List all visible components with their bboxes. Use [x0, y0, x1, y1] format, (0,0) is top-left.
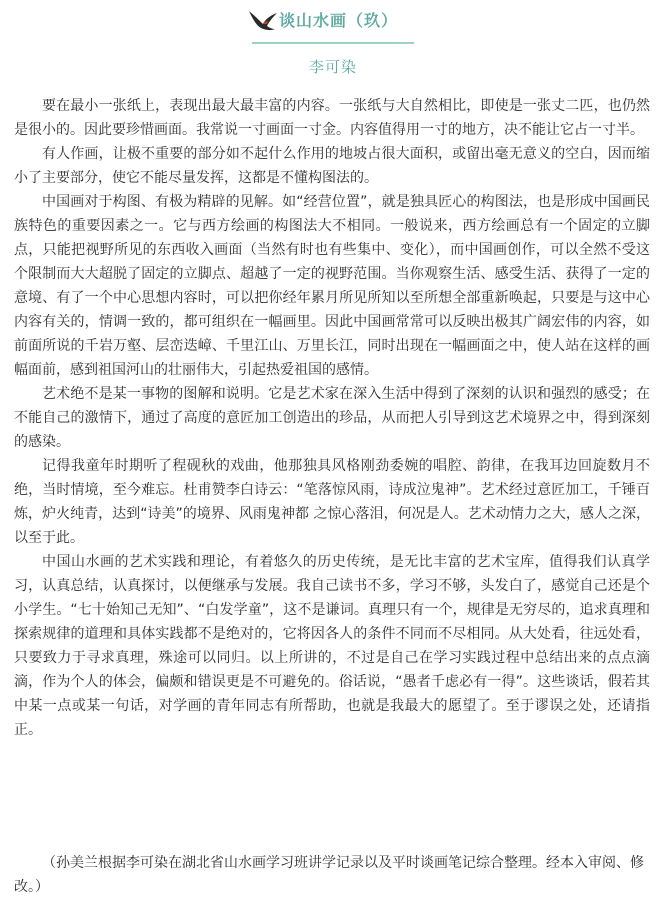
paragraph: 要在最小一张纸上，表现出最大最丰富的内容。一张纸与大自然相比，即使是一张丈二匹，也仍然是很小的。因此要珍惜画面。我常说一寸画面一寸金。内容值得用一寸的地方，决不能让它占一寸半。: [14, 98, 650, 138]
article-body: [14, 94, 650, 742]
swallow-icon: [247, 8, 279, 34]
paragraph: 有人作画，让极不重要的部分如不起什么作用的地坡占很大面积，或留出毫无意义的空白，因而缩小了主要部分，使它不能尽量发挥，这都是不懂构图法的。: [14, 146, 650, 186]
title-underline: [252, 42, 414, 44]
author-name: 李可染: [308, 58, 357, 76]
paragraph: 记得我童年时期听了程砚秋的戏曲，他那独具风格刚劲委婉的唱腔、韵律，在我耳边回旋数月不绝，当时情境，至今难忘。杜甫赞李白诗云：“笔落惊风雨，诗成泣鬼神”。艺术经过意匠加工，千锤百炼，炉火纯青，达到“诗美”的境界、风雨鬼神都 之惊心落泪，何况是人。艺术动情力之大，感人之深，以至于此。: [14, 458, 650, 546]
paragraph: 艺术绝不是某一事物的图解和说明。它是艺术家在深入生活中得到了深刻的认识和强烈的感受；在不能自己的激情下，通过了高度的意匠加工创造出的珍品，从而把人引导到这艺术境界之中，得到深刻的感染。: [14, 386, 650, 450]
article-header: [0, 6, 666, 42]
paragraph: 中国山水画的艺术实践和理论，有着悠久的历史传统，是无比丰富的艺术宝库，值得我们认真学习，认真总结，认真探讨，以便继承与发展。我自己读书不多，学习不够，头发白了，感觉自己还是个小学生。“七十始知己无知”、“白发学童”，这不是谦词。真理只有一个，规律是无穷尽的，追求真理和探索规律的道理和具体实践都不是绝对的，它将因各人的条件不同而不尽相同。从大处看，往远处看，只要致力于寻求真理，殊途可以同归。以上所讲的，不过是自己在学习实践过程中总结出来的点点滴滴，作为个人的体会，偏颇和错误更是不可避免的。俗话说，“愚者千虑必有一得”。这些谈话，假若其中某一点或某一句话，对学画的青年同志有所帮助，也就是我最大的愿望了。至于谬误之处，还请指正。: [14, 554, 650, 738]
paragraph: 中国画对于构图、有极为精辟的见解。如“经营位置”，就是独具匠心的构图法，也是形成中国画民族特色的重要因素之一。它与西方绘画的构图法大不相同。一般说来，西方绘画总有一个固定的立脚点，只能把视野所见的东西收入画面（当然有时也有些集中、变化），而中国画创作，可以全然不受这个限制而大大超脱了固定的立脚点、超越了一定的视野范围。当你观察生活、感受生活、获得了一定的意境、有了一个中心思想内容时，可以把你经年累月所见所知以至所想全部重新唤起，只要是与这中心内容有关的，情调一致的，都可组织在一幅画里。因此中国画常常可以反映出极其广阔宏伟的内容，如前面所说的千岩万壑、层峦迭嶂、千里江山、万里长江，同时出现在一幅画面之中，使人站在这样的画幅面前，感到祖国河山的壮丽伟大，引起热爱祖国的感情。: [14, 194, 650, 378]
article-title: 谈山水画（玖）: [279, 11, 399, 30]
editor-note: （孙美兰根据李可染在湖北省山水画学习班讲学记录以及平时谈画笔记综合整理。经本入审阅、修改。）: [14, 855, 644, 895]
